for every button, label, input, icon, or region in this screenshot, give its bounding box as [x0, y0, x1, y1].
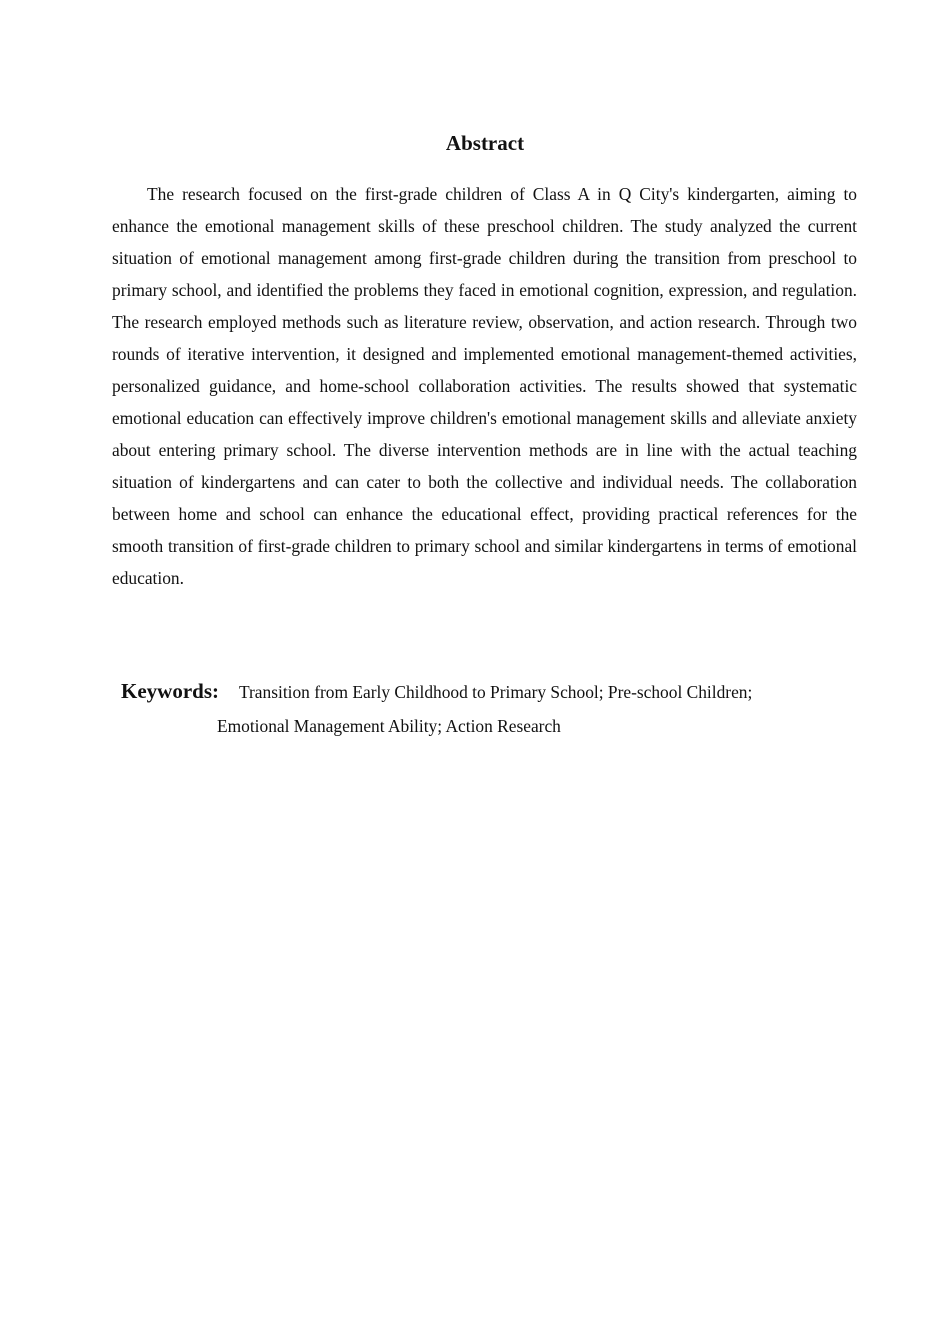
- abstract-title: Abstract: [445, 131, 525, 155]
- keywords-label: Keywords:: [121, 679, 219, 703]
- keywords-text-line-1: Transition from Early Childhood to Primary School; Pre-school Children;: [239, 682, 753, 702]
- abstract-paragraph: The research focused on the first-grade children of Class A in Q City's kindergarten, aiming to enhance the emotional management skills of these preschool children. The study analyzed the current situation of emotional management among first-grade children during the transition from preschool to primary school, and identified the problems they faced in emotional cognition, expression, and regulation. The research employed methods such as literature review, observation, and action research. Through two rounds of iterative intervention, it designed and implemented emotional management-themed activities, personalized guidance, and home-school collaboration activities. The results showed that systematic emotional education can effectively improve children's emotional management skills and alleviate anxiety about entering primary school. The diverse intervention methods are in line with the actual teaching situation of kindergartens and can cater to both the collective and individual needs. The collaboration between home and school can enhance the educational effect, providing practical references for the smooth transition of first-grade children to primary school and similar kindergartens in terms of emotional education.: [112, 184, 857, 588]
- keywords-text-line-2: Emotional Management Ability; Action Research: [217, 716, 561, 736]
